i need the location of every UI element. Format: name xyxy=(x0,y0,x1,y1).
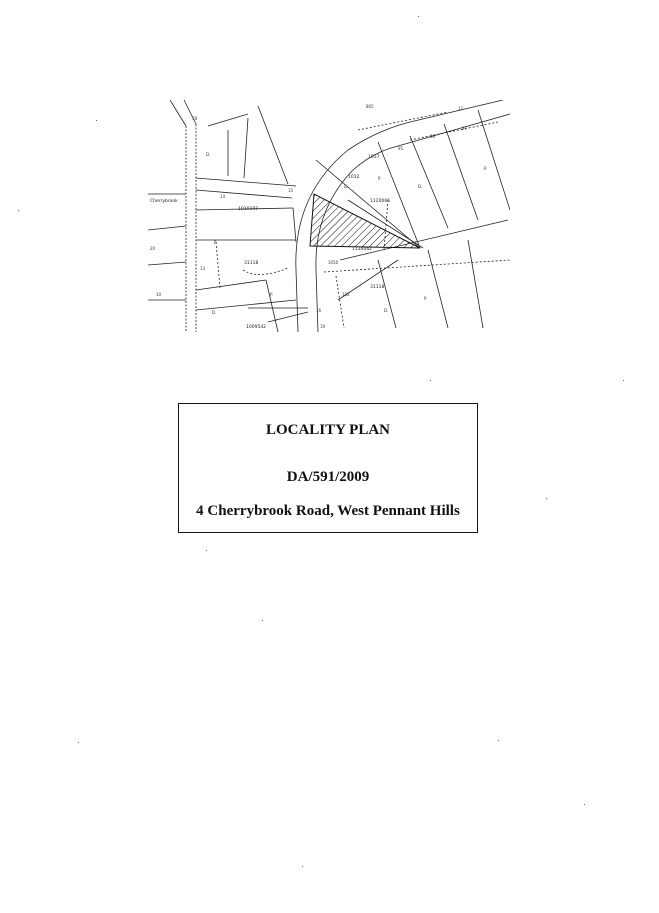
plan-type-label: D. xyxy=(206,152,211,157)
lot-number: 14 xyxy=(220,194,226,199)
lot-number: 95 xyxy=(398,146,404,151)
road-label: Cherrybrook xyxy=(150,199,178,204)
title-box xyxy=(178,403,478,533)
lot-number: 96 xyxy=(430,134,436,139)
plan-type-label: D. xyxy=(212,310,217,315)
road-edge xyxy=(196,178,296,186)
da-number: DA/591/2009 xyxy=(286,469,370,485)
plan-type-label: P. xyxy=(484,166,488,171)
plan-type-label: P. xyxy=(378,176,382,181)
lot-number: 97 xyxy=(462,126,468,131)
lot-number: 19 xyxy=(320,324,326,329)
road-edge xyxy=(170,100,186,126)
lot-label: 1009542 xyxy=(246,325,267,330)
plan-type-label: P. xyxy=(214,240,218,245)
lot-number: 10 xyxy=(156,292,162,297)
lot-label: 1012 xyxy=(348,175,360,180)
lot-number: 20 xyxy=(150,246,156,251)
road-edge xyxy=(196,190,292,198)
plan-type-label: P. xyxy=(424,296,428,301)
lot-number: 805 xyxy=(366,104,374,109)
lot-label: 1120066 xyxy=(370,199,391,204)
lot-label: 1134062 xyxy=(352,247,373,252)
lot-label: 31118 xyxy=(244,261,259,266)
lot-number: 102 xyxy=(342,292,350,297)
property-address: 4 Cherrybrook Road, West Pennant Hills xyxy=(196,503,460,519)
plan-type-label: D. xyxy=(344,184,349,189)
lot-number: 16 xyxy=(316,308,322,313)
lot-label: 1050 xyxy=(328,260,339,265)
locality-map xyxy=(148,100,510,332)
lot-number: 18 xyxy=(192,116,198,121)
lot-label: 31118 xyxy=(370,285,385,290)
subject-site-hatch xyxy=(310,194,420,248)
plan-title: LOCALITY PLAN xyxy=(265,422,391,438)
lot-number: 12 xyxy=(458,106,464,111)
lot-label: 1010197 xyxy=(238,207,259,212)
lot-number: 13 xyxy=(200,266,206,271)
lot-number: 15 xyxy=(288,188,294,193)
plan-type-label: P. xyxy=(270,292,274,297)
lot-label: 1057 xyxy=(368,155,380,160)
plan-type-label: D. xyxy=(384,308,389,313)
cadastral-map-drawing xyxy=(148,100,510,332)
plan-type-label: D. xyxy=(418,184,423,189)
